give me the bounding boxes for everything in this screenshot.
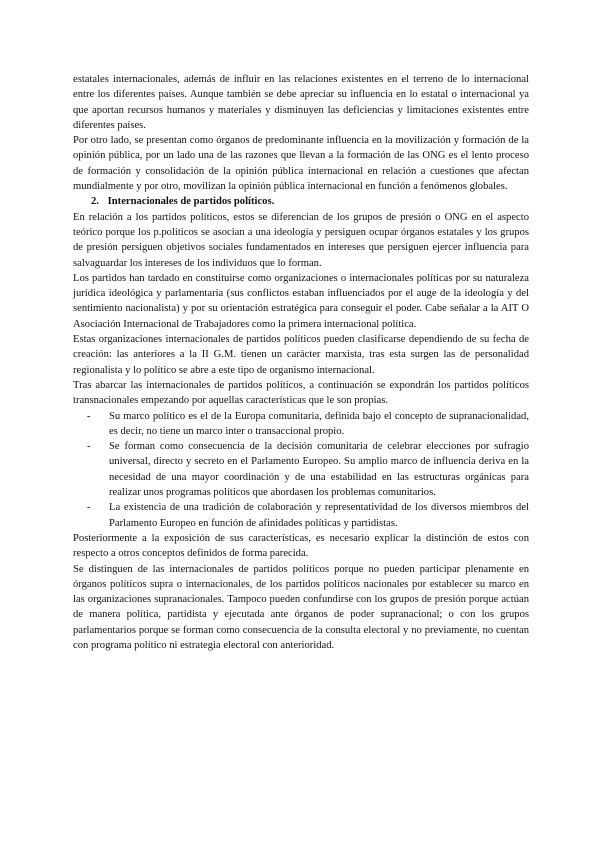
paragraph-transnational-intro: Tras abarcar las internacionales de partidos políticos, a continuación se expondrán los partidos políticos transnacionales empezando por aquellas características que le son propias. <box>73 379 529 407</box>
dash-bullet: - <box>87 441 91 453</box>
paragraph-distinction-detail: Se distinguen de las internacionales de partidos políticos porque no pueden participar plenamente en órganos políticos supra o internacionales, de los partidos políticos nacionales por establecer su marco en las organizaciones supranacionales. Tampoco pueden confundirse con los grupos de presión porque actúan de manera política, partidista y ejecutada ante órganos de poder supranacional; o con los grupos parlamentarios porque se forman como consecuencia de la consulta electoral y no previamente, no cuentan con programa político ni estrategia electoral con anterioridad. <box>73 563 529 651</box>
list-item <box>73 409 529 440</box>
paragraph-classification: Estas organizaciones internacionales de partidos políticos pueden clasificarse dependiendo de su fecha de creación: las anteriores a la II G.M. tienen un carácter marxista, tras esta surgen las de personalidad regionalista y lo político se abre a este tipo de organismo internacional. <box>73 334 529 376</box>
document-page <box>73 72 529 653</box>
list-item-text: Se forman como consecuencia de la decisión comunitaria de celebrar elecciones por sufragio universal, directo y secreto en el Parlamento Europeo. Su amplio marco de influencia deriva en la necesidad de una mayor coordinación y de una estabilidad en las estructuras orgánicas para realizar unos programas políticos que abordasen los problemas comunitarios. <box>109 441 529 499</box>
list-item-text: La existencia de una tradición de colaboración y representatividad de los diversos miembros del Parlamento Europeo en función de afinidades políticas y partidistas. <box>109 502 529 529</box>
list-item <box>73 439 529 500</box>
section-title: Internacionales de partidos políticos. <box>107 196 275 208</box>
dash-bullet: - <box>87 502 91 514</box>
list-item-text: Su marco político es el de la Europa comunitaria, definida bajo el concepto de supranacionalidad, es decir, no tiene un marco inter o transaccional propio. <box>109 410 529 437</box>
section-heading <box>73 194 529 209</box>
dash-bullet: - <box>87 410 91 422</box>
paragraph-ong-public-opinion: Por otro lado, se presentan como órganos de predominante influencia en la movilización y formación de la opinión pública, por un lado una de las razones que llevan a la formación de las ONG es el lento proceso de formación y consolidación de la opinión pública internacional en relación a cuestiones que afectan mundialmente y por otro, movilizan la opinión pública internacional en función a fenómenos globales. <box>73 135 529 193</box>
characteristics-list <box>73 409 529 531</box>
paragraph-parties-constitution: Los partidos han tardado en constituirse como organizaciones o internacionales políticas por su naturaleza jurídica ideológica y parlamentaria (sus conflictos estaban influenciados por el auge de la ideología y del sentimiento nacionalista) y por su orientación estratégica para conseguir el poder. Cabe señalar a la AIT O Asociación Internacional de Trabajadores como la primera internacional política. <box>73 272 529 330</box>
section-number: 2. <box>91 196 99 208</box>
paragraph-ong-influence: estatales internacionales, además de influir en las relaciones existentes en el terreno de lo internacional entre los diferentes países. Aunque también se debe apreciar su influencia en lo estatal o internacional ya que aportan recursos humanos y materiales y disminuyen las deficiencias y limitaciones existentes entre diferentes países. <box>73 74 529 131</box>
list-item <box>73 500 529 531</box>
paragraph-parties-vs-pressure-groups: En relación a los partidos políticos, estos se diferencian de los grupos de presión o ONG en el aspecto teórico porque los p.políticos se asocian a una ideología y persiguen ocupar órganos estatales y los grupos de presión persiguen objetivos sociales fundamentados en intereses que persiguen ejercer influencia para salvaguardar los intereses de los individuos que lo forman. <box>73 211 529 269</box>
paragraph-distinction-intro: Posteriormente a la exposición de sus características, es necesario explicar la distinción de estos con respecto a otros conceptos definidos de forma parecida. <box>73 532 529 560</box>
